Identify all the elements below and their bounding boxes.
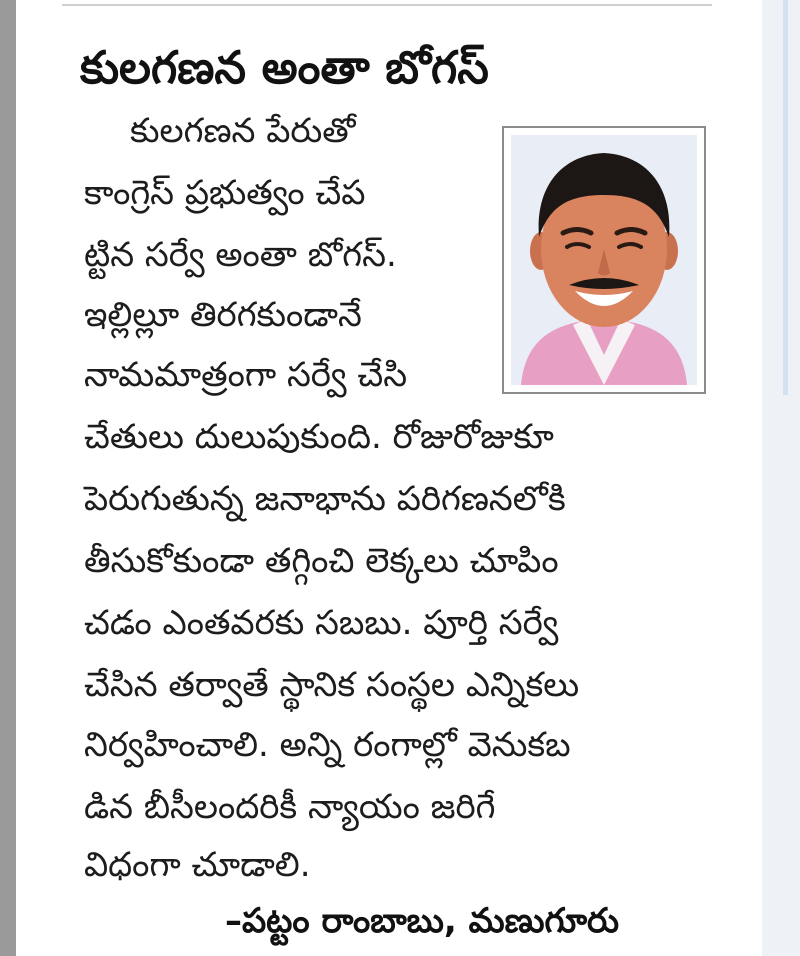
article-headline: కులగణన అంతా బోగస్ xyxy=(80,41,489,94)
body-line: డిన బీసీలందరికీ న్యాయం జరిగే xyxy=(84,787,496,827)
body-line: తీసుకోకుండా తగ్గించి లెక్కలు చూపిం xyxy=(84,541,559,581)
adjacent-column xyxy=(762,0,800,956)
body-line: కులగణన పేరుతో xyxy=(130,111,356,151)
author-photo xyxy=(502,126,706,394)
author-portrait-icon xyxy=(511,135,697,385)
page-top-rule xyxy=(62,4,712,6)
body-line: కాంగ్రెస్ ప్రభుత్వం చేప xyxy=(84,173,366,213)
author-signature: –పట్టం రాంబాబు, మణుగూరు xyxy=(225,901,619,941)
body-line: నామమాత్రంగా సర్వే చేసి xyxy=(84,355,408,395)
page-left-rule xyxy=(0,0,16,956)
body-line: చేతులు దులుపుకుంది. రోజురోజుకూ xyxy=(84,417,554,457)
body-line: చేసిన తర్వాతే స్థానిక సంస్థల ఎన్నికలు xyxy=(84,665,580,705)
body-line: విధంగా చూడాలి. xyxy=(84,845,311,885)
body-line: పెరుగుతున్న జనాభాను పరిగణనలోకి xyxy=(84,479,566,519)
body-line: నిర్వహించాలి. అన్ని రంగాల్లో వెనుకబ xyxy=(84,725,571,765)
body-line: ట్టిన సర్వే అంతా బోగస్. xyxy=(84,235,397,275)
adjacent-column-stripe xyxy=(783,0,788,395)
body-line: ఇల్లిల్లూ తిరగకుండానే xyxy=(84,295,362,335)
body-line: చడం ఎంతవరకు సబబు. పూర్తి సర్వే xyxy=(84,603,559,643)
